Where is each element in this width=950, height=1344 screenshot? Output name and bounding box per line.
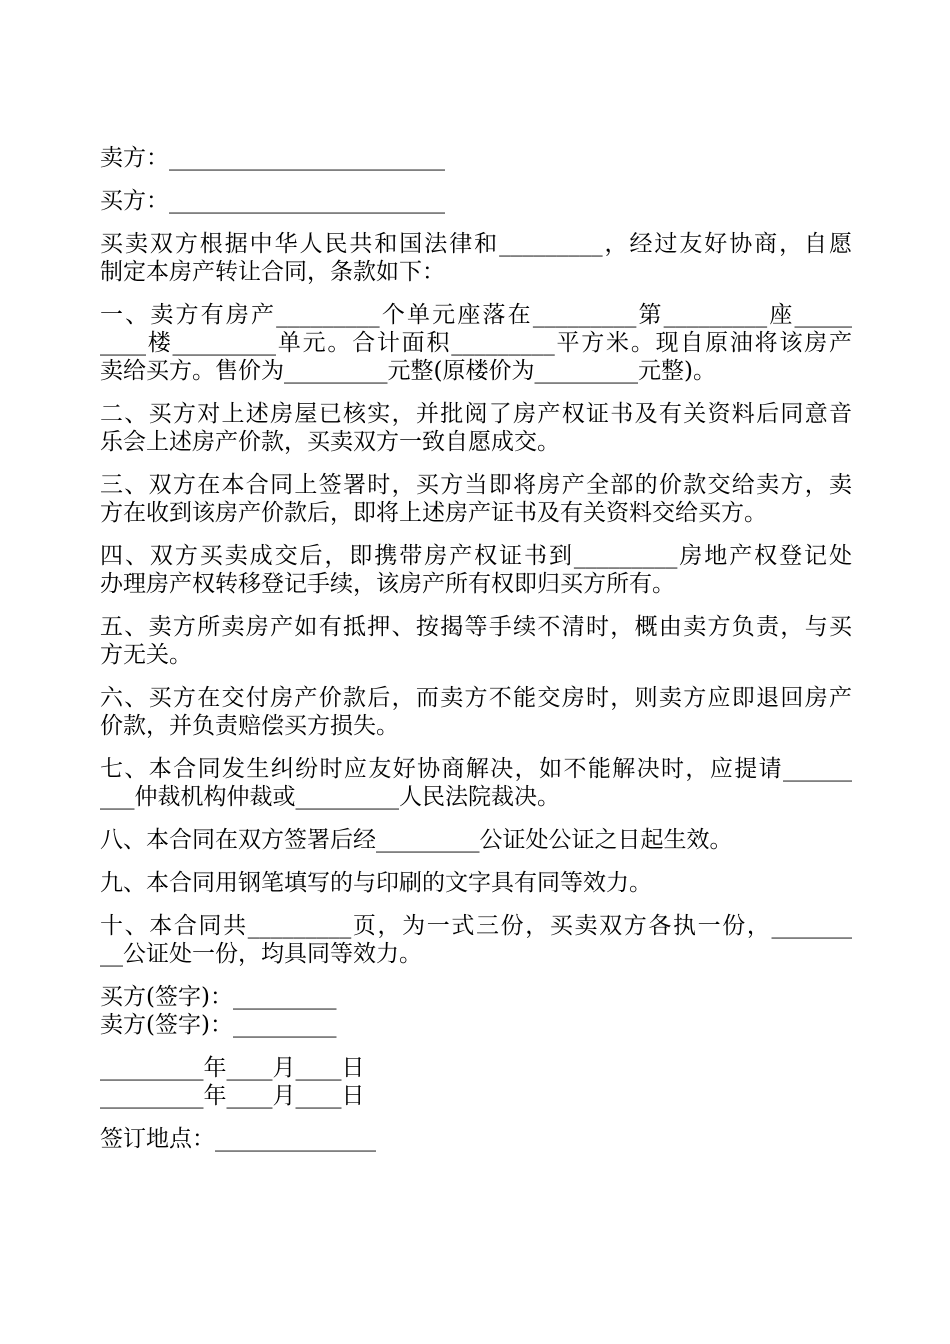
signature-block <box>100 983 852 1039</box>
date-block <box>100 1054 852 1110</box>
clause-8: 八、本合同在双方签署后经_________公证处公证之日起生效。 <box>100 827 733 853</box>
clause-2: 二、买方对上述房屋已核实，并批阅了房产权证书及有关资料后同意音 乐会上述房产价款，买卖双方一致自愿成交。 <box>100 401 852 455</box>
signing-place: 签订地点：______________ <box>100 1126 376 1152</box>
date-line-1: _________年____月____日 <box>100 1055 365 1081</box>
buyer-line: 买方：________________________ <box>100 188 445 214</box>
clause-1: 一、卖方有房产_________个单元座落在_________第_________座_____ ____楼_________单元。合计面积_________平方米。现自原油将该房产 卖给买方。售价为_________元整(原楼价为_________元整)。 <box>100 302 852 384</box>
intro-paragraph: 买卖双方根据中华人民共和国法律和_________，经过友好协商，自愿 制定本房产转让合同，条款如下： <box>100 231 852 285</box>
clause-4: 四、双方买卖成交后，即携带房产权证书到_________房地产权登记处 办理房产权转移登记手续，该房产所有权即归买方所有。 <box>100 543 852 597</box>
date-line-2: _________年____月____日 <box>100 1083 365 1109</box>
buyer-signature: 买方(签字)：_________ <box>100 984 337 1010</box>
seller-signature: 卖方(签字)：_________ <box>100 1012 337 1038</box>
clause-6: 六、买方在交付房产价款后，而卖方不能交房时，则卖方应即退回房产 价款，并负责赔偿买方损失。 <box>100 685 852 739</box>
clause-3: 三、双方在本合同上签署时，买方当即将房产全部的价款交给卖方，卖 方在收到该房产价款后，即将上述房产证书及有关资料交给买方。 <box>100 472 852 526</box>
contract-body <box>100 144 852 1168</box>
place-block <box>100 1125 852 1153</box>
clause-10: 十、本合同共_________页，为一式三份，买卖双方各执一份，_______ __公证处一份，均具同等效力。 <box>100 913 852 967</box>
clause-5: 五、卖方所卖房产如有抵押、按揭等手续不清时，概由卖方负责，与买 方无关。 <box>100 614 852 668</box>
seller-line: 卖方：________________________ <box>100 145 445 171</box>
clause-9: 九、本合同用钢笔填写的与印刷的文字具有同等效力。 <box>100 870 652 896</box>
clause-7: 七、本合同发生纠纷时应友好协商解决，如不能解决时，应提请______ ___仲裁机构仲裁或_________人民法院裁决。 <box>100 756 852 810</box>
